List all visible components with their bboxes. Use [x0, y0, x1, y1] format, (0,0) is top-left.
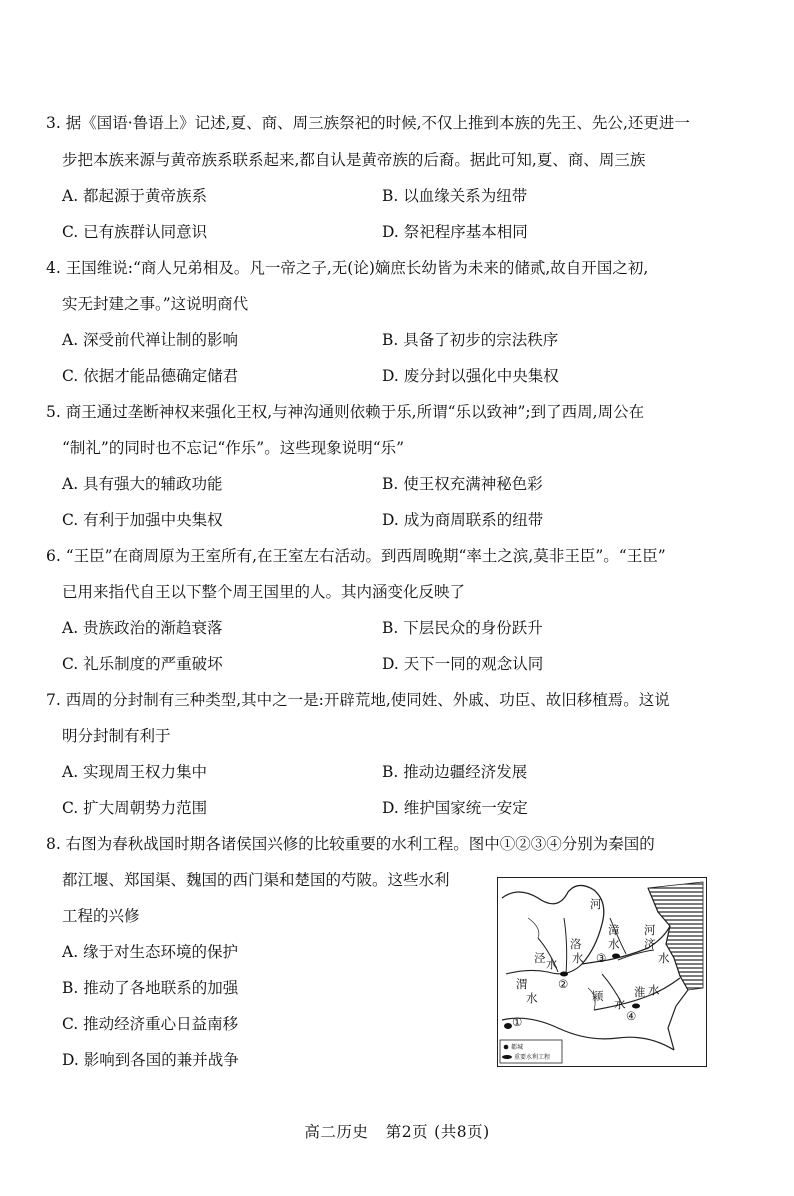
q5-option-c: C. 有利于加强中央集权 — [62, 511, 223, 529]
q3-option-c: C. 已有族群认同意识 — [62, 223, 208, 241]
q5-option-a: A. 具有强大的辅政功能 — [62, 475, 223, 493]
q7-stem-line1: 7. 西周的分封制有三种类型,其中之一是:开辟荒地,使同姓、外戚、功臣、故旧移植焉。这说 — [46, 691, 670, 709]
q5-stem-line2: “制礼”的同时也不忘记“作乐”。这些现象说明“乐” — [62, 439, 405, 457]
legend-project-symbol — [502, 1055, 512, 1059]
q6-option-d: D. 天下一同的观念认同 — [382, 655, 544, 673]
q3-option-d: D. 祭祀程序基本相同 — [382, 223, 528, 241]
wei-river — [506, 964, 582, 974]
q6-option-b: B. 下层民众的身份跃升 — [382, 619, 543, 637]
label-ying: 颍 — [592, 989, 604, 1003]
q7-option-d: D. 维护国家统一安定 — [382, 799, 528, 817]
q7-option-b: B. 推动边疆经济发展 — [382, 763, 528, 781]
map-drawing — [498, 878, 705, 1065]
label-circle-1: ① — [512, 1015, 523, 1029]
label-zhang-shui: 水 — [608, 937, 620, 951]
q8-stem-line3: 工程的兴修 — [62, 907, 140, 925]
q3-option-b: B. 以血缘关系为纽带 — [382, 187, 528, 205]
footer-total-pages: (共8页) — [434, 1123, 490, 1141]
label-wei-shui: 水 — [526, 991, 538, 1005]
label-huai-shui: 水 — [648, 983, 660, 997]
q3-stem-line1: 3. 据《国语·鲁语上》记述,夏、商、周三族祭祀的时候,不仅上推到本族的先王、先公,还更进一 — [46, 114, 690, 132]
q4-option-b: B. 具备了初步的宗法秩序 — [382, 331, 559, 349]
q8-stem-line2: 都江堰、郑国渠、魏国的西门渠和楚国的芍陂。这些水利 — [62, 871, 450, 889]
q4-option-a: A. 深受前代禅让制的影响 — [62, 331, 239, 349]
ji-river — [618, 950, 654, 960]
q4-option-c: C. 依据才能品德确定储君 — [62, 367, 239, 385]
q6-option-c: C. 礼乐制度的严重破坏 — [62, 655, 223, 673]
q8-option-a: A. 缘于对生态环境的保护 — [62, 943, 239, 961]
project-1-marker — [504, 1023, 512, 1029]
label-he-right: 河 — [644, 923, 656, 937]
project-2-marker — [560, 972, 568, 977]
label-wei: 渭 — [516, 977, 528, 991]
q7-stem-line2: 明分封制有利于 — [62, 727, 171, 745]
label-ying-shui: 水 — [614, 997, 626, 1011]
label-ji: 济 — [644, 937, 656, 951]
q5-option-b: B. 使王权充满神秘色彩 — [382, 475, 543, 493]
luo-river — [564, 918, 567, 974]
label-he-north: 河 — [590, 897, 602, 911]
q8-option-b: B. 推动了各地联系的加强 — [62, 979, 239, 997]
label-circle-2: ② — [558, 977, 569, 991]
q8-option-d: D. 影响到各国的兼并战争 — [62, 1051, 239, 1069]
page-footer — [0, 1120, 794, 1142]
legend-capital-symbol — [504, 1045, 509, 1050]
q7-option-a: A. 实现周王权力集中 — [62, 763, 208, 781]
q3-option-a: A. 都起源于黄帝族系 — [62, 187, 208, 205]
q5-stem-line1: 5. 商王通过垄断神权来强化王权,与神沟通则依赖于乐,所谓“乐以致神”;到了西周,周公在 — [46, 403, 645, 421]
q6-stem-line1: 6. “王臣”在商周原为王室所有,在王室左右活动。到西周晚期“率土之滨,莫非王臣”。“王臣” — [46, 547, 666, 565]
q8-stem-line1: 8. 右图为春秋战国时期各诸侯国兴修的比较重要的水利工程。图中①②③④分别为秦国的 — [46, 835, 655, 853]
label-luo-shui: 水 — [572, 951, 584, 965]
legend-project-label: 重要水利工程 — [514, 1054, 551, 1061]
sea-area — [648, 882, 703, 990]
footer-subject: 高二历史 — [304, 1123, 369, 1141]
q6-stem-line2: 已用来指代自王以下整个周王国里的人。其内涵变化反映了 — [62, 583, 466, 601]
label-luo: 洛 — [570, 937, 582, 951]
q5-option-d: D. 成为商周联系的纽带 — [382, 511, 544, 529]
label-huai: 淮 — [634, 985, 646, 999]
q4-stem-line2: 实无封建之事。”这说明商代 — [62, 295, 249, 313]
q4-stem-line1: 4. 王国维说:“商人兄弟相及。凡一帝之子,无(论)嫡庶长幼皆为未来的储贰,故自开国之初, — [46, 259, 649, 277]
q3-stem-line2: 步把本族来源与黄帝族系联系起来,都自认是黄帝族的后裔。据此可知,夏、商、周三族 — [62, 151, 646, 169]
footer-page-number: 第2页 — [385, 1123, 429, 1141]
label-zhang: 漳 — [608, 923, 620, 937]
label-circle-3: ③ — [596, 951, 607, 965]
label-jing: 泾 — [534, 951, 546, 965]
project-4-marker — [632, 1004, 640, 1009]
label-ji-shui: 水 — [658, 951, 670, 965]
project-3-marker — [612, 954, 620, 959]
q4-option-d: D. 废分封以强化中央集权 — [382, 367, 559, 385]
q8-option-c: C. 推动经济重心日益南移 — [62, 1015, 239, 1033]
q6-option-a: A. 贵族政治的渐趋衰落 — [62, 619, 223, 637]
label-circle-4: ④ — [626, 1009, 637, 1023]
q7-option-c: C. 扩大周朝势力范围 — [62, 799, 208, 817]
water-projects-map — [497, 877, 707, 1067]
legend-capital-label: 都城 — [511, 1044, 524, 1051]
label-jing-shui: 水 — [546, 957, 558, 971]
